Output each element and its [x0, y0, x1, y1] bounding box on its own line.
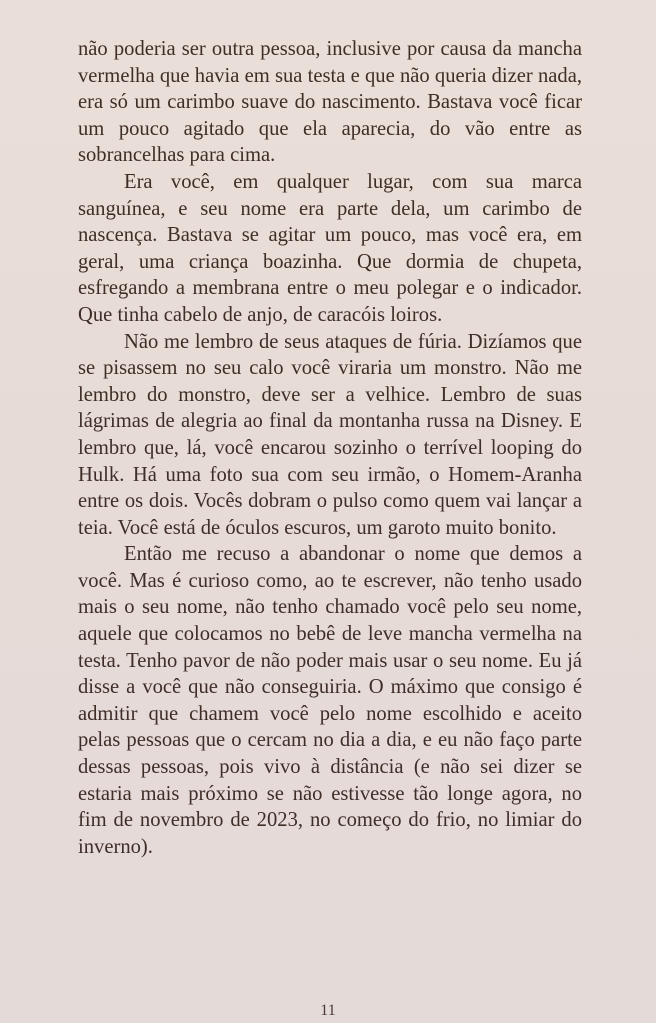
page-number: 11 — [320, 1002, 336, 1019]
paragraph-2: Era você, em qualquer lugar, com sua marca sanguínea, e seu nome era parte dela, um carimbo de nascença. Bastava se agitar um pouco, mas você era, em geral, uma criança boazinha. Que dormia de chupeta, esfregando a membrana entre o meu polegar e o indicador. Que tinha cabelo de anjo, de caracóis loiros. — [78, 170, 582, 326]
paragraph-1: não poderia ser outra pessoa, inclusive por causa da mancha vermelha que havia em sua testa e que não queria dizer nada, era só um carimbo suave do nascimento. Bastava você ficar um pouco agitado que ela aparecia, do vão entre as sobrancelhas para cima. — [78, 38, 582, 167]
body-text — [78, 36, 582, 860]
paragraph-4: Então me recuso a abandonar o nome que demos a você. Mas é curioso como, ao te escrever, não tenho usado mais o seu nome, não tenho chamado você pelo seu nome, aquele que colocamos no bebê de leve mancha vermelha na testa. Tenho pavor de não poder mais usar o seu nome. Eu já disse a você que não conseguiria. O máximo que consigo é admitir que chamem você pelo nome escolhido e aceito pelas pessoas que o cercam no dia a dia, e eu não faço parte dessas pessoas, pois vivo à distância (e não sei dizer se estaria mais próximo se não estivesse tão longe agora, no fim de novembro de 2023, no começo do frio, no limiar do inverno). — [78, 543, 582, 858]
paragraph-3: Não me lembro de seus ataques de fúria. Dizíamos que se pisassem no seu calo você viraria um monstro. Não me lembro do monstro, deve ser a velhice. Lembro de suas lágrimas de alegria ao final da montanha russa na Disney. E lembro que, lá, você encarou sozinho o terrível looping do Hulk. Há uma foto sua com seu irmão, o Homem-Aranha entre os dois. Vocês dobram o pulso como quem vai lançar a teia. Você está de óculos escuros, um garoto muito bonito. — [78, 330, 582, 539]
